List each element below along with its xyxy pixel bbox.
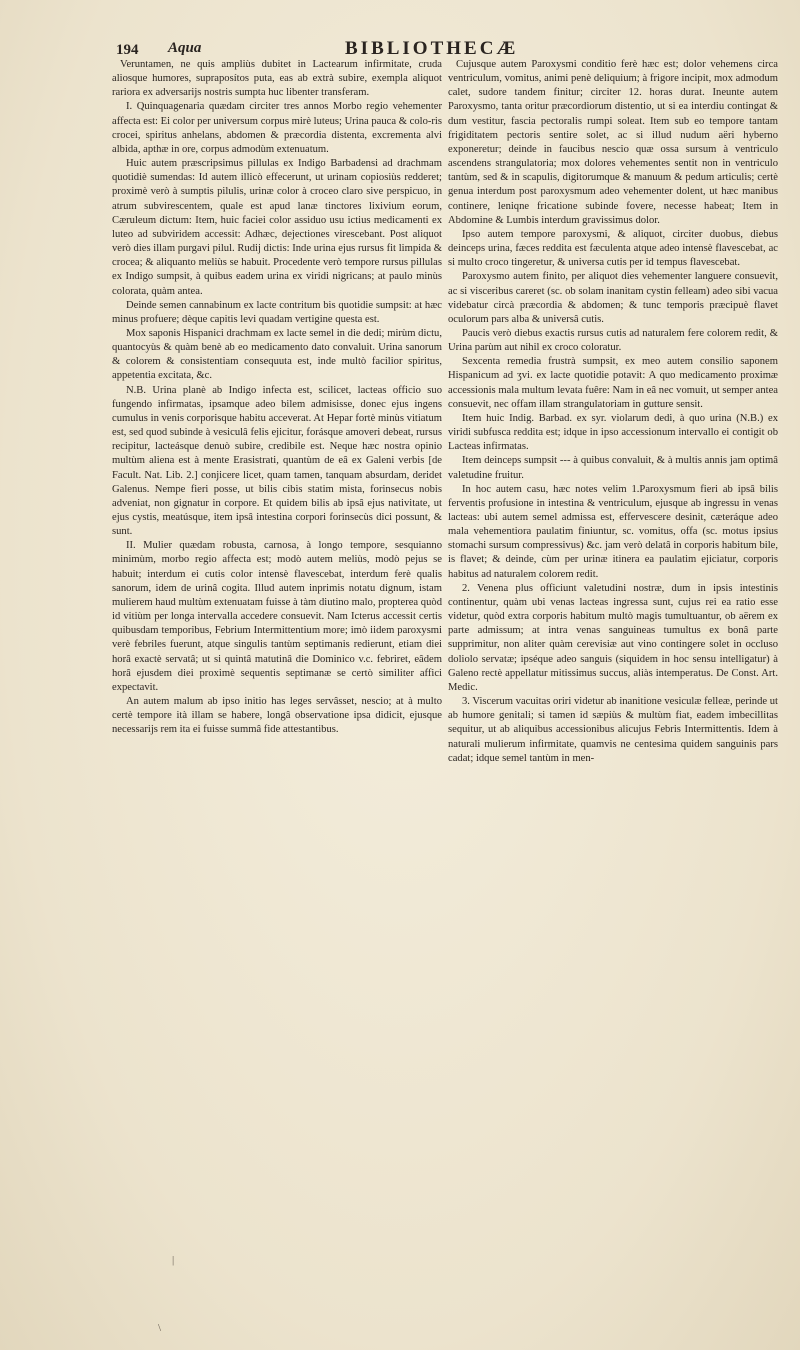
right-column: [448, 58, 778, 766]
running-word: Aqua: [168, 40, 202, 56]
paragraph: Mox saponis Hispanici drachmam ex lacte semel in die dedi; mirùm dictu, quantocyùs & quàm benè ab eo medicamento dato convaluit. Urina sanorum & colorem & consistentiam consequuta est, inde multò facilior spiritus, appetentia excitata, &c.: [112, 327, 442, 382]
running-head: [0, 28, 800, 58]
paragraph: Ipso autem tempore paroxysmi, & aliquot, circiter duobus, diebus deinceps urina, fæces reddita est fæculenta atque adeo intensè flavescebat, ac si multo croco tingeretur, & universa cutis per id tempus flavescebat.: [448, 228, 778, 269]
paragraph: Huic autem præscripsimus pillulas ex Indigo Barbadensi ad drachmam quotidiè sumendas: Id autem illicò effecerunt, ut urinam copiosiùs redderet; proximè verò à sumptis pilulis, urinæ color à croceo claro sive perspicuo, in atrum subvirescentem, quale est apud lanæ tinctores lixivium eorum, Cæruleum dictum: Item, huic faciei color assiduo usu ictius medicamenti ex luteo ad subviridem accessit: Adhæc, dejectiones virescebant. Post aliquot verò dies illam purgavi pilul. Rudij dictis: Inde urina ejus rursus fit limpida & crocea; & aliquanto meliùs se habuit. Procedente verò tempore rursus pillulas ex Indigo sumpsit, à quibus eadem urina ex viridi nigricans; at paulo minùs colorata, quàm antea.: [112, 158, 442, 297]
paragraph: Item huic Indig. Barbad. ex syr. violarum dedi, à quo urina (N.B.) ex viridi subfusca reddita est; idque in ipso accessionum intervallo ei contigit ob Lacteas infirmatas.: [448, 412, 778, 453]
page-title: BIBLIOTHECÆ: [345, 38, 519, 59]
left-column: [112, 58, 442, 738]
paragraph: An autem malum ab ipso initio has leges servâsset, nescio; at à multo certè tempore ità illam se habere, longâ observatione ipsa didicit, ejusque necessarijs rem ita ei fuisse summâ fide attestantibus.: [112, 696, 442, 736]
paragraph: Item deinceps sumpsit --- à quibus convaluit, & à multis annis jam optimâ valetudine fruitur.: [448, 455, 778, 481]
paragraph: Paroxysmo autem finito, per aliquot dies vehementer languere consuevit, ac si visceribus careret (sc. ob solam inanitam cystin felleam) adeo sibi vacua videbatur circà præcordia & abdomen; & tunc temporis præcipuè flavet oculorum pars alba & universâ cutis.: [448, 271, 778, 325]
paragraph: 2. Venena plus officiunt valetudini nostræ, dum in ipsis intestinis continentur, quàm ubi venas lacteas ingressa sunt, cujus rei ea ratio esse videtur, quòd extra corporis habitum multò magis tumultuantur, ob aërem ex parte admissum; at intra venas sanguineas tumultus ex bonâ parte supprimitur, non aliter quàm cerevisiæ aut vino contingere solet in occluso doliolo servatæ; ipséque adeo sanguis (siquidem in hoc sensu intelligatur) à Galeno rectè appellatur mitissimus succus, aliàs intemperatus. De Const. Art. Medic.: [448, 582, 778, 693]
paragraph: II. Mulier quædam robusta, carnosa, à longo tempore, sesquianno minimùm, morbo regio affecta est; modò autem meliùs, modò pejus se habuit; interdum ei cutis color intensè flavescebat, interdum ferè qualis sanorum, idem de urinâ cogita. Illud autem inprimis notatu dignum, istam mulierem haud multùm extenuatam fuisse à tàm diutino malo, propterea quòd id vitiùm per longa intervalla accedere consuevit. Nam Icterus accessit certis quibusdam temporibus, Febrium Intermittentium more; imò iidem paroxysmi verè febriles fuerunt, atque singulis tantùm septimanis redierunt, etiam diei horâ exactè servatâ; ut si quintâ matutinâ die Dominico v.c. febriret, eâdem horâ ejusdem diei proximè sequentis septimanæ se certò similiter affici expectavit.: [112, 540, 442, 693]
paragraph: Sexcenta remedia frustrà sumpsit, ex meo autem consilio saponem Hispanicum ad ʒvi. ex lacte quotidie potavit: A quo medicamento proximæ accessionis mala multum levata fuêre: Nam in eâ nec vomuit, ut semper antea consuevit, nec offam illam strangulatoriam in gutture sensit.: [448, 356, 778, 410]
stray-mark: |: [172, 1254, 175, 1266]
paragraph: 3. Viscerum vacuitas oriri videtur ab inanitione vesiculæ felleæ, perinde ut ab humore genitali; si tamen id sæpiùs & multùm fiat, eadem imbecillitas sequitur, ut ab aliquibus accessionibus alicujus Febris Intermittentis. Idem à naturali mulierum infirmitate, quamvis ne centesima quidem sanguinis pars cadat; idque semel tantùm in men-: [448, 696, 778, 764]
stray-mark: \: [158, 1322, 162, 1334]
paragraph: Paucis verò diebus exactis rursus cutis ad naturalem fere colorem redit, & Urina parùm aut nihil ex croco coloratur.: [448, 327, 778, 354]
paragraph: Veruntamen, ne quis ampliùs dubitet in Lactearum infirmitate, cruda aliosque humores, supraposítos puta, eas ab extrà subire, exempla aliquot rariora ex adversarijs nostris sumpta huc libenter transferam.: [112, 59, 442, 99]
paragraph: Cujusque autem Paroxysmi conditio ferè hæc est; dolor vehemens circa ventriculum, vomitus, animi penè deliquium; à frigore incipit, mox admodum calet, sudore tandem finitur; circiter 12. horas durat. Ineunte autem Paroxysmo, tanta oritur præcordiorum distentio, ut si ea interdiu contingat & dum vestitur, fascia pectoralis rumpi soleat. Item sub eo tempore tantam frigiditatem pectoris sentire solet, ac si illud nudum aëri hyberno exponeretur; deinde in faucibus nescio quæ ossa sursum à ventriculo ascendens strangulatoria; mox dolores vehementes sentit non in ventriculo tantùm, sed & in scapulis, digitorumque & manuum & pedum articulis; certè genua interdum post paroxysmum adeo vehementer dolent, ut hæc manibus continere, leniqne fricatione subinde fovere, necesse habeat; Item in Abdomine & Lumbis interdum gravissimus dolor.: [448, 59, 778, 226]
page-number: 194: [116, 42, 139, 58]
paragraph: N.B. Urina planè ab Indigo infecta est, scilicet, lacteas officio suo fungendo infirmatas, ipsamque adeo bilem admisisse, donec ejus ingens cumulus in venis corporisque habitu acceverat. At Hepar fortè minùs vitiatum est, sed quod subinde à vesiculâ felis ejicitur, forásque amoveri debeat, rursus recipitur, lacteásque denuò subire, credibile est. Neque hæc nostra opinio multùm aliena est à mente Erasistrati, quantùm de eâ ex Galeni verbis [de Facult. Nat. Lib. 2.] conjicere licet, quam tamen, tanquam absurdam, deridet Galenus. Nempe fieri posse, ut bilis cibis statim mista, forinsecus nobis adveniat, non gignatur in corpore. Et quidem bilis ab ipsâ ejus nativitate, ut ejus cystis, meatúsque, item ipsâ intestina corpori forinsecùs dici possunt, & sunt.: [112, 384, 442, 538]
paragraph: In hoc autem casu, hæc notes velim 1.Paroxysmum fieri ab ipsâ bilis ferventis profusione in intestina & ventriculum, ejusque ab ingressu in venas lacteas: ubi autem semel admissa est, effervescere desinit, cæteráque adeo mala vehementiora paulatim finiuntur, sc. vomitus, offa (sc. motus ipsius stomachi sursum compressivus) &c. jam verò delatâ in corporis habitum bile, is flavet; & deinde, cùm per urinæ itinera ea paulatim ejiciatur, corporis habitus ad naturalem colorem redit.: [448, 483, 778, 580]
paragraph: Deinde semen cannabinum ex lacte contritum bis quotidie sumpsit: at hæc minus profuere; dèque capitis levi quadam vertigine questa est.: [112, 299, 442, 325]
paragraph: I. Quinquagenaria quædam circiter tres annos Morbo regio vehementer affecta est: Ei color per universum corpus mirè luteus; Urina pauca & colo-ris crocei, spiritus anhelans, abdomen & præcordia distenta, excrementa alvi albida, apthæ in ore, corpus admodùm extenuatum.: [112, 101, 442, 155]
